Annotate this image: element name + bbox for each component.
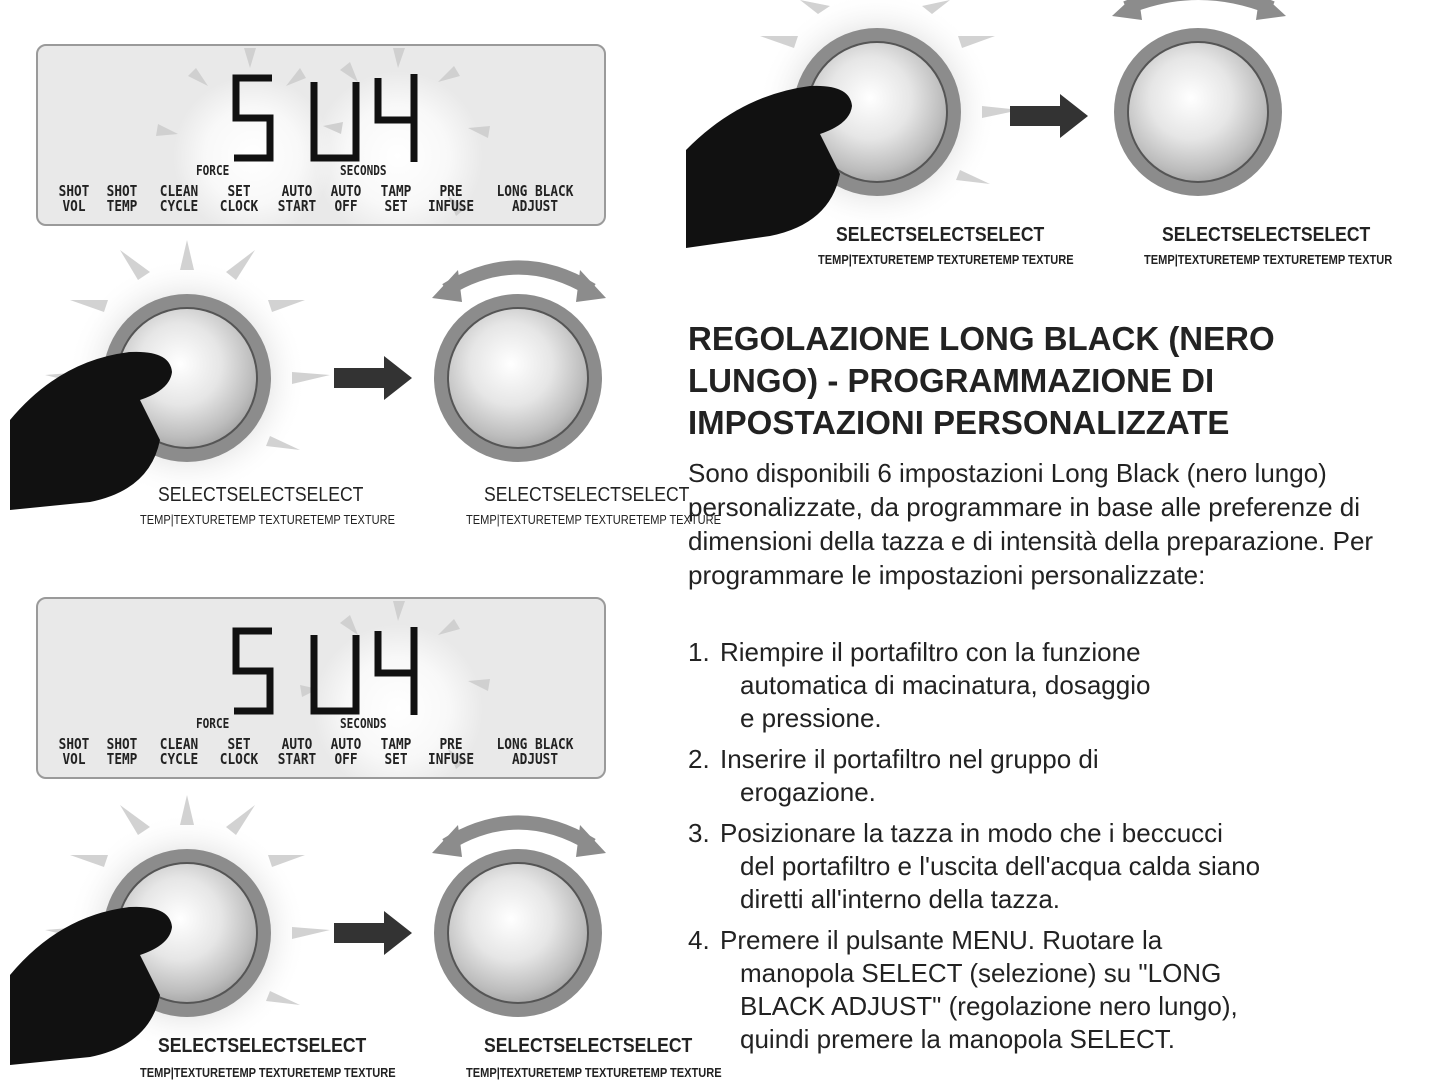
menu-item-pre-infuse: PRE xyxy=(439,182,463,200)
list-item xyxy=(688,636,1388,735)
finger-press-icon-3 xyxy=(686,86,852,248)
list-item xyxy=(688,817,1388,916)
arrow-right-icon-3 xyxy=(1010,94,1088,138)
list-item xyxy=(688,924,1388,1056)
menu-item-shot-temp-2: SHOT xyxy=(106,735,138,753)
step-text-cont: del portafiltro e l'uscita dell'acqua calda siano xyxy=(740,851,1261,881)
step-text: Riempire il portafiltro con la funzione xyxy=(720,637,1141,667)
step-number: 4. xyxy=(688,925,710,955)
step-text-cont: erogazione. xyxy=(740,777,876,807)
knob-step-group-1 xyxy=(0,240,722,540)
section-heading: REGOLAZIONE LONG BLACK (NERO LUNGO) - PROGRAMMAZIONE DI IMPOSTAZIONI PERSONALIZZATE xyxy=(688,320,1275,441)
arrow-right-icon-2 xyxy=(334,911,412,955)
knob-rotate-icon xyxy=(448,308,588,448)
step-list xyxy=(688,636,1388,1064)
menu-sub-start-2: START xyxy=(277,750,317,768)
knob-step-group-2 xyxy=(0,795,722,1081)
menu-sub-temp: TEMP xyxy=(106,197,138,215)
menu-item-auto-off-2: AUTO xyxy=(330,735,362,753)
step-text-cont: diretti all'interno della tazza. xyxy=(740,884,1061,914)
menu-sub-off-2: OFF xyxy=(334,750,358,768)
menu-item-shot-vol: SHOT xyxy=(58,182,90,200)
knob-temp-texture-label-4: TEMP|TEXTURETEMP TEXTURETEMP TEXTURE xyxy=(466,1065,722,1080)
menu-item-auto-start-2: AUTO xyxy=(281,735,313,753)
rotate-arc-icon-3 xyxy=(1126,0,1272,8)
lcd-display-2 xyxy=(36,597,606,779)
knob-select-label-5: SELECTSELECTSELECT xyxy=(836,224,1045,246)
menu-sub-adjust: ADJUST xyxy=(511,197,559,215)
menu-item-auto-off: AUTO xyxy=(330,182,362,200)
knob-temp-texture-label-3: TEMP|TEXTURETEMP TEXTURETEMP TEXTURE xyxy=(140,1065,396,1080)
menu-sub-off: OFF xyxy=(334,197,358,215)
menu-sub-start: START xyxy=(277,197,317,215)
section-intro: Sono disponibili 6 impostazioni Long Black (nero lungo) personalizzate, da programmare in base alle preferenze di dimensioni della tazza e di intensità della preparazione. Per programmare le impostazioni personalizzate: xyxy=(688,458,1374,590)
knob-select-label: SELECTSELECTSELECT xyxy=(158,484,364,506)
step-text: Posizionare la tazza in modo che i beccucci xyxy=(720,818,1223,848)
menu-sub-cycle: CYCLE xyxy=(159,197,199,215)
menu-item-clean-cycle-2: CLEAN xyxy=(159,735,199,753)
knob-rotate-icon-2 xyxy=(448,863,588,1003)
menu-item-set-clock-2: SET xyxy=(227,735,251,753)
menu-sub-set: SET xyxy=(384,197,408,215)
step-number: 3. xyxy=(688,818,710,848)
knob-temp-texture-label-6: TEMP|TEXTURETEMP TEXTURETEMP TEXTUR xyxy=(1144,252,1393,267)
knob-select-label-6: SELECTSELECTSELECT xyxy=(1162,224,1371,246)
menu-item-shot-vol-2: SHOT xyxy=(58,735,90,753)
menu-sub-clock-2: CLOCK xyxy=(219,750,259,768)
rotate-arc-icon-2 xyxy=(446,823,592,846)
step-text-cont: e pressione. xyxy=(740,703,882,733)
menu-sub-set-2: SET xyxy=(384,750,408,768)
menu-item-long-black-2: LONG BLACK xyxy=(496,735,574,753)
menu-sub-clock: CLOCK xyxy=(219,197,259,215)
seconds-label: SECONDS xyxy=(340,164,387,179)
step-text-cont: BLACK ADJUST" (regolazione nero lungo), xyxy=(740,991,1238,1021)
menu-sub-vol-2: VOL xyxy=(62,750,86,768)
step-number: 2. xyxy=(688,744,710,774)
step-number: 1. xyxy=(688,637,710,667)
rotate-arc-icon xyxy=(446,268,592,291)
menu-item-clean-cycle: CLEAN xyxy=(159,182,199,200)
menu-sub-cycle-2: CYCLE xyxy=(159,750,199,768)
lcd-display-1 xyxy=(36,44,606,226)
knob-temp-texture-label-2: TEMP|TEXTURETEMP TEXTURETEMP TEXTURE xyxy=(466,512,722,527)
step-text: Inserire il portafiltro nel gruppo di xyxy=(720,744,1099,774)
list-item xyxy=(688,743,1388,809)
menu-sub-adjust-2: ADJUST xyxy=(511,750,559,768)
force-label: FORCE xyxy=(196,164,230,179)
menu-sub-temp-2: TEMP xyxy=(106,750,138,768)
knob-select-label-2: SELECTSELECTSELECT xyxy=(484,484,690,506)
menu-sub-vol: VOL xyxy=(62,197,86,215)
knob-temp-texture-label: TEMP|TEXTURETEMP TEXTURETEMP TEXTURE xyxy=(140,512,396,527)
step-text-cont: quindi premere la manopola SELECT. xyxy=(740,1024,1176,1054)
menu-item-long-black: LONG BLACK xyxy=(496,182,574,200)
knob-select-label-3: SELECTSELECTSELECT xyxy=(158,1035,367,1057)
menu-sub-infuse: INFUSE xyxy=(428,197,475,215)
step-text-cont: manopola SELECT (selezione) su "LONG xyxy=(740,958,1222,988)
menu-item-tamp-set-2: TAMP xyxy=(380,735,412,753)
menu-item-pre-infuse-2: PRE xyxy=(439,735,463,753)
knob-step-group-3 xyxy=(680,0,1443,280)
menu-item-tamp-set: TAMP xyxy=(380,182,412,200)
step-text-cont: automatica di macinatura, dosaggio xyxy=(740,670,1151,700)
arrow-right-icon xyxy=(334,356,412,400)
force-label-2: FORCE xyxy=(196,717,230,732)
menu-item-shot-temp: SHOT xyxy=(106,182,138,200)
step-text: Premere il pulsante MENU. Ruotare la xyxy=(720,925,1163,955)
knob-select-label-4: SELECTSELECTSELECT xyxy=(484,1035,693,1057)
seconds-label-2: SECONDS xyxy=(340,717,387,732)
knob-rotate-icon-3 xyxy=(1128,42,1268,182)
knob-temp-texture-label-5: TEMP|TEXTURETEMP TEXTURETEMP TEXTURE xyxy=(818,252,1074,267)
menu-item-auto-start: AUTO xyxy=(281,182,313,200)
menu-item-set-clock: SET xyxy=(227,182,251,200)
menu-sub-infuse-2: INFUSE xyxy=(428,750,475,768)
